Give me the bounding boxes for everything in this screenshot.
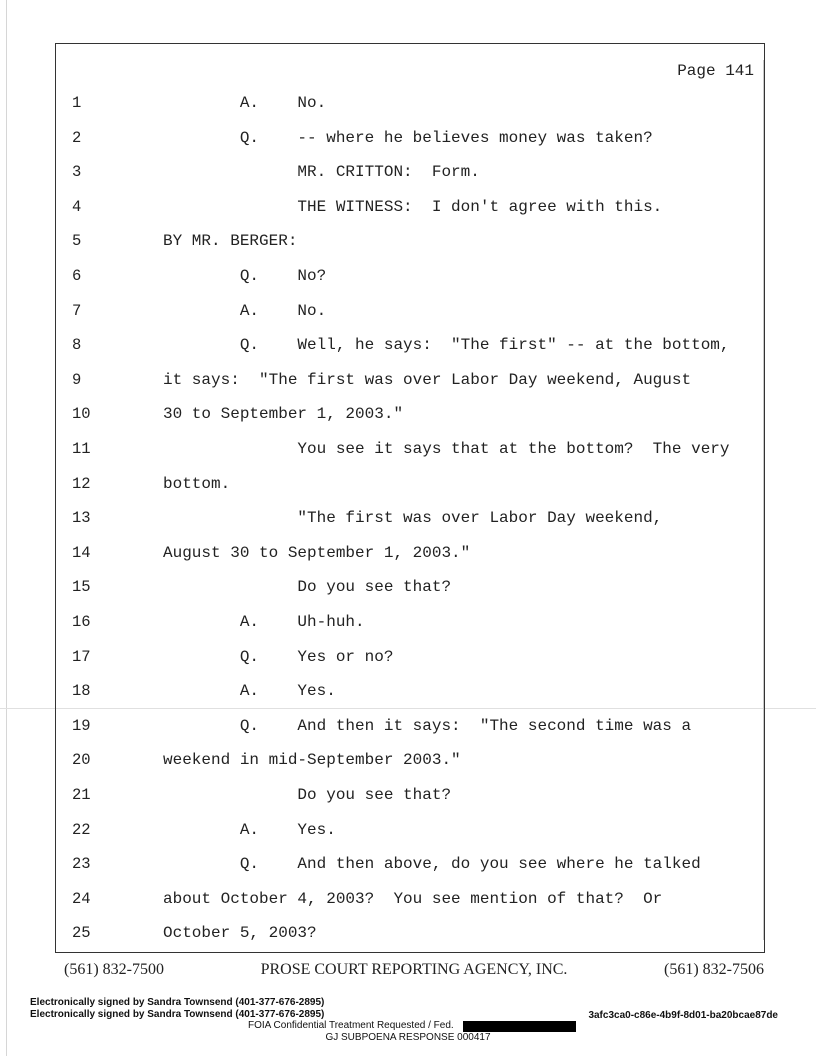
line-number: 15 [72,578,91,597]
foia-notice: FOIA Confidential Treatment Requested / Fed. [248,1020,454,1031]
transcript-line [0,717,816,739]
line-number: 18 [72,682,91,701]
line-text: Q. And then it says: "The second time was a [163,716,692,735]
line-number: 3 [72,163,82,182]
line-number: 4 [72,197,82,216]
line-text: bottom. [163,474,231,493]
line-number: 8 [72,336,82,355]
document-hash: 3afc3ca0-c86e-4b9f-8d01-ba20bcae87de [588,1010,778,1021]
line-number: 21 [72,786,91,804]
line-number: 24 [72,889,91,908]
line-text: Do you see that? [163,786,452,804]
transcript-line [0,405,816,427]
line-number: 5 [72,232,82,251]
transcript-line [0,786,816,808]
transcript-line [0,821,816,843]
page-number: Page 141 [677,62,754,80]
gj-subpoena-response: GJ SUBPOENA RESPONSE 000417 [325,1032,491,1043]
line-text: Q. And then above, do you see where he talked [163,855,701,874]
transcript-line [0,267,816,289]
line-number: 7 [72,301,82,320]
line-number: 16 [72,613,91,631]
line-text: Q. No? [163,267,327,285]
signature-line-1: Electronically signed by Sandra Townsend (401-377-676-2895) [30,997,325,1008]
transcript-line [0,371,816,393]
line-number: 2 [72,128,82,147]
line-number: 10 [72,405,91,424]
transcript-line [0,578,816,600]
line-text: You see it says that at the bottom? The very [163,440,730,458]
line-number: 20 [72,751,91,770]
line-text: A. No. [163,301,327,320]
line-text: Q. -- where he believes money was taken? [163,128,653,147]
frame-inner-rule [763,60,764,940]
line-text: it says: "The first was over Labor Day weekend, August [163,370,692,389]
transcript-line [0,302,816,324]
line-text: 30 to September 1, 2003." [163,405,404,424]
redaction-bar [463,1021,576,1032]
transcript-line [0,613,816,635]
transcript-line [0,890,816,912]
transcript-line [0,544,816,566]
line-text: A. No. [163,94,327,112]
line-text: Q. Well, he says: "The first" -- at the bottom, [163,336,730,355]
line-text: A. Yes. [163,820,336,839]
footer-agency: PROSE COURT REPORTING AGENCY, INC. [260,961,568,978]
transcript-footer [64,961,764,979]
transcript-line [0,129,816,151]
line-text: Do you see that? [163,578,452,597]
line-number: 13 [72,509,91,528]
line-number: 19 [72,716,91,735]
line-text: BY MR. BERGER: [163,232,298,251]
line-text: about October 4, 2003? You see mention of that? Or [163,889,663,908]
line-text: THE WITNESS: I don't agree with this. [163,197,663,216]
line-number: 12 [72,474,91,493]
transcript-line [0,163,816,185]
line-text: August 30 to September 1, 2003." [163,543,471,562]
line-text: "The first was over Labor Day weekend, [163,509,663,528]
line-text: Q. Yes or no? [163,647,394,666]
transcript-line [0,509,816,531]
line-number: 25 [72,924,91,943]
line-number: 17 [72,647,91,666]
line-number: 22 [72,820,91,839]
footer-phone-left: (561) 832-7500 [64,961,164,978]
line-number: 14 [72,543,91,562]
line-number: 1 [72,94,82,112]
line-number: 6 [72,267,82,285]
line-number: 11 [72,440,91,458]
transcript-line [0,855,816,877]
footer-phone-right: (561) 832-7506 [664,961,764,978]
line-text: A. Yes. [163,682,336,701]
signature-line-2: Electronically signed by Sandra Townsend (401-377-676-2895) [30,1009,325,1020]
transcript-line [0,198,816,220]
line-text: October 5, 2003? [163,924,317,943]
transcript-line [0,440,816,462]
transcript-line [0,751,816,773]
line-text: weekend in mid-September 2003." [163,751,461,770]
line-number: 9 [72,370,82,389]
transcript-line [0,94,816,116]
transcript-line [0,475,816,497]
transcript-line [0,924,816,946]
line-text: A. Uh-huh. [163,613,365,631]
transcript-line [0,682,816,704]
line-number: 23 [72,855,91,874]
transcript-line [0,336,816,358]
transcript-line [0,232,816,254]
line-text: MR. CRITTON: Form. [163,163,480,182]
transcript-line [0,648,816,670]
